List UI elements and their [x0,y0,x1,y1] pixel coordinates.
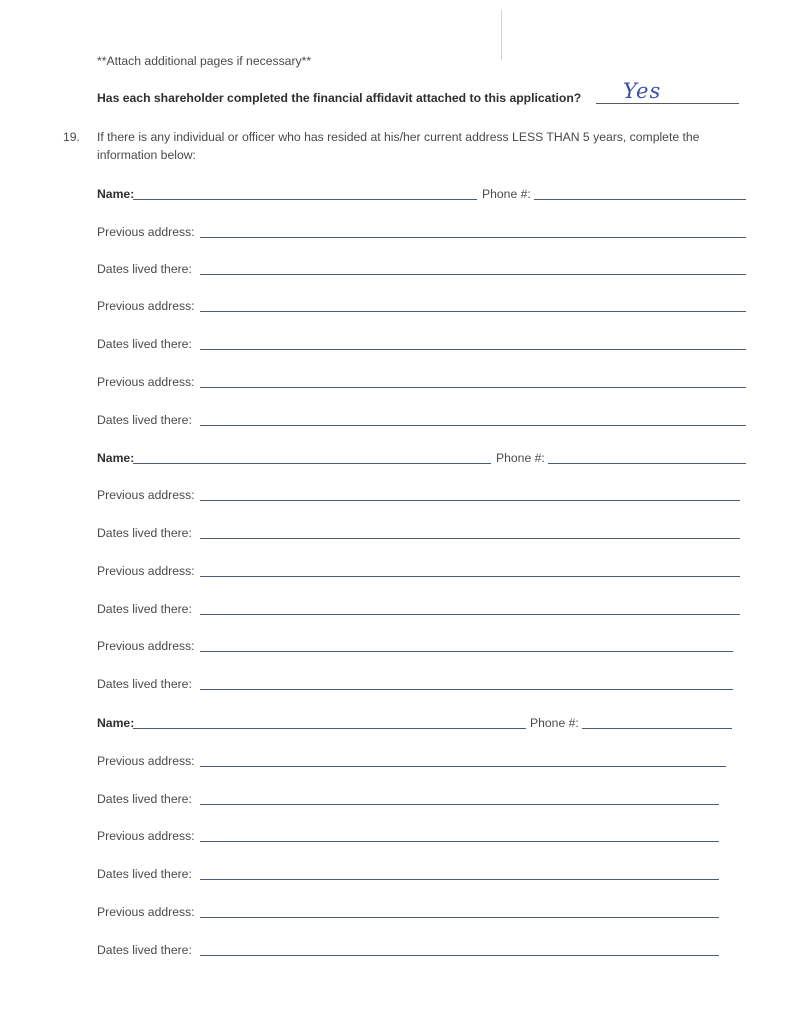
person-3-name-field[interactable] [133,728,526,729]
person-1-previous-address-field-1[interactable] [200,237,746,238]
person-2-previous-address-label-1: Previous address: [97,488,195,502]
person-1-phone-field[interactable] [534,199,746,200]
person-3-dates-lived-field-1[interactable] [200,804,719,805]
person-2-previous-address-label-3: Previous address: [97,639,195,653]
person-3-phone-label: Phone #: [530,716,579,730]
person-1-dates-lived-field-1[interactable] [200,274,746,275]
person-3-name-label: Name: [97,716,135,730]
person-2-dates-lived-field-3[interactable] [200,689,733,690]
person-3-previous-address-label-2: Previous address: [97,829,195,843]
person-1-dates-lived-field-2[interactable] [200,349,746,350]
person-1-previous-address-field-2[interactable] [200,311,746,312]
person-3-dates-lived-field-3[interactable] [200,955,719,956]
person-3-dates-lived-label-3: Dates lived there: [97,943,192,957]
person-2-dates-lived-label-2: Dates lived there: [97,602,192,616]
person-2-previous-address-field-3[interactable] [200,651,733,652]
person-3-previous-address-field-2[interactable] [200,841,719,842]
person-3-previous-address-field-1[interactable] [200,766,726,767]
person-3-dates-lived-label-2: Dates lived there: [97,867,192,881]
person-3-previous-address-field-3[interactable] [200,917,719,918]
question-19-number: 19. [63,130,80,144]
person-1-dates-lived-label-3: Dates lived there: [97,413,192,427]
person-2-phone-label: Phone #: [496,451,545,465]
person-1-dates-lived-field-3[interactable] [200,425,746,426]
person-2-previous-address-field-1[interactable] [200,500,740,501]
affidavit-question: Has each shareholder completed the financial affidavit attached to this application? [97,91,582,105]
person-3-phone-field[interactable] [582,728,732,729]
person-3-previous-address-label-1: Previous address: [97,754,195,768]
person-2-dates-lived-field-1[interactable] [200,538,740,539]
person-1-dates-lived-label-1: Dates lived there: [97,262,192,276]
person-1-name-field[interactable] [133,199,477,200]
person-2-name-label: Name: [97,451,135,465]
affidavit-answer: Yes [623,79,662,103]
affidavit-answer-line[interactable] [596,103,739,104]
person-1-previous-address-label-2: Previous address: [97,299,195,313]
person-3-dates-lived-label-1: Dates lived there: [97,792,192,806]
person-1-dates-lived-label-2: Dates lived there: [97,337,192,351]
attach-note: **Attach additional pages if necessary** [97,54,312,68]
person-2-dates-lived-label-3: Dates lived there: [97,677,192,691]
person-2-phone-field[interactable] [548,463,746,464]
person-2-previous-address-field-2[interactable] [200,576,740,577]
person-1-previous-address-field-3[interactable] [200,387,746,388]
person-2-dates-lived-field-2[interactable] [200,614,740,615]
person-1-name-label: Name: [97,187,135,201]
question-19-line-1: If there is any individual or officer who has resided at his/her current address LESS THAN 5 years, complete the [97,130,700,144]
question-19-line-2: information below: [97,148,196,162]
person-1-previous-address-label-3: Previous address: [97,375,195,389]
person-3-previous-address-label-3: Previous address: [97,905,195,919]
person-3-dates-lived-field-2[interactable] [200,879,719,880]
person-2-dates-lived-label-1: Dates lived there: [97,526,192,540]
scan-artifact [501,10,502,60]
person-1-previous-address-label-1: Previous address: [97,225,195,239]
person-2-name-field[interactable] [133,463,491,464]
person-2-previous-address-label-2: Previous address: [97,564,195,578]
person-1-phone-label: Phone #: [482,187,531,201]
